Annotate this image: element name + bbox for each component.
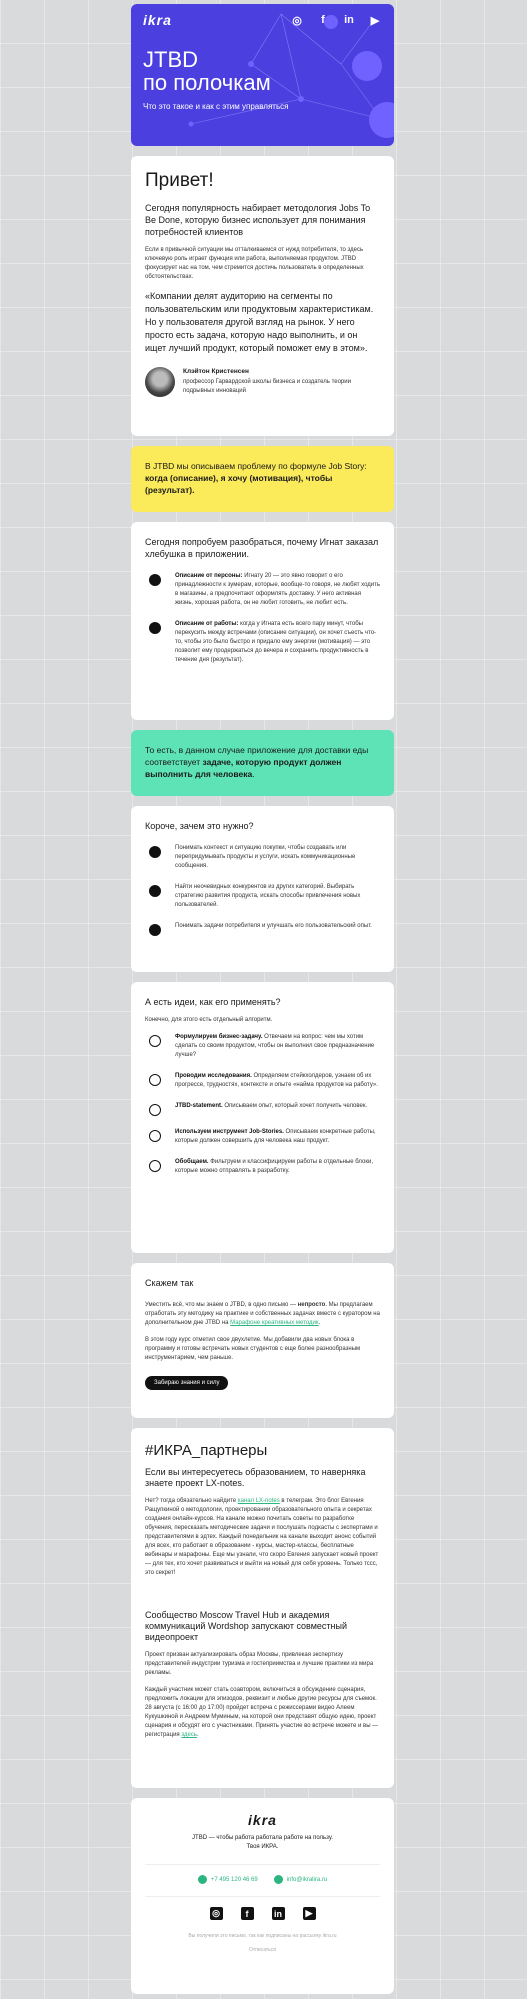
hero-title-line-1: JTBD [143,47,198,72]
partners-p2: Проект призван актуализировать образ Москвы, привлекая экспертизу представителей индустрии туризма и гостеприимства и лучшие практики из мира рекламы. [145,1652,374,1676]
list-item-text [175,620,380,665]
facebook-icon[interactable]: f [321,14,325,26]
intro-quote: «Компании делят аудиторию на сегменты по пользовательским или продуктовым характеристикам. Но у пользователя другой взгляд на рынок. У него просто есть задача, которую надо выполнить, и он ищет лучший продукт, который поможет ему в этом». [145,291,374,353]
circle-icon [149,1035,161,1047]
list-item [145,844,380,871]
summary-text: Уместить всё, что мы знаем о JTBD, в одно письмо — [145,1302,298,1308]
intro-body: Если в привычной ситуации мы отталкиваемся от нужд потребителя, то здесь ключевую роль играет функция или работа, выполняемая продуктом. JTBD фокусирует нас на том, чем стремится достичь пользователь в определенных обстоятельствах. [145,247,364,280]
summary-text: . Мы предлагаем отработать эту методику на практике и собственных задачах вместе с куратором на дополнительном дне JTBD на [145,1302,380,1326]
author-name: Клэйтон Кристенсен [183,368,249,375]
email-column [131,4,394,1999]
summary-text: . [318,1320,321,1326]
list-item-text [175,1128,380,1146]
youtube-icon[interactable]: ▶ [303,1907,316,1920]
example-card [131,522,394,720]
email-contact[interactable] [274,1875,327,1884]
summary-bold: непросто [297,1302,326,1308]
how-card [131,982,394,1253]
list-item-body: Фильтруем и классифицируем работы в отдельные блоки, которые можно отправлять в разработку. [175,1159,373,1174]
list-item-text [175,572,380,608]
unsubscribe-link[interactable]: Отписаться [249,1947,276,1953]
bullet-icon [149,622,161,634]
formula-bold: когда (описание), я хочу (мотивация), чтобы (результат). [145,473,333,495]
list-item-text [175,1072,380,1090]
phone-number: +7 495 120 46 69 [210,1877,258,1884]
partners-p1 [145,1497,380,1578]
list-item-body: когда у Игната есть всего пару минут, чтобы перекусить между встречами (описание ситуации), он хочет съесть что-то, чтобы это было быстро и придало ему энергии (мотивация) — это позволит ему продержаться до вечера и сохранить продуктивность в течение дня (результат). [175,621,377,663]
bullet-icon [149,574,161,586]
header-banner [131,4,394,146]
mail-icon [274,1875,283,1884]
why-card [131,806,394,972]
summary-p1 [145,1301,380,1328]
example-list [145,572,380,665]
registration-link[interactable]: здесь [181,1732,197,1738]
hero-subtitle: Что это такое и как с этим управляться [143,102,289,111]
circle-icon [149,1130,161,1142]
list-item-text: Найти неочевидных конкурентов из других категорий. Выбирать стратегию развития продукта, искать способы привлечения новых пользователей. [175,884,361,908]
footer-card [131,1798,394,1994]
list-item [145,1072,380,1090]
summary-card [131,1263,394,1418]
phone-contact[interactable] [198,1875,258,1884]
list-item-bold: Обобщаем. [175,1159,209,1165]
avatar [145,367,175,397]
list-item-text: Понимать контекст и ситуацию покупки, чтобы создавать или перепридумывать продукты и услуги, искать коммуникационные сообщения. [175,845,356,869]
circle-icon [149,1074,161,1086]
list-item [145,1128,380,1146]
list-item [145,620,380,665]
example-title: Сегодня попробуем разобраться, почему Игнат заказал хлебушка в приложении. [145,537,379,559]
list-item-text [175,1102,367,1111]
lx-notes-link[interactable]: канал LX-notes [237,1498,280,1504]
list-item-bold: Проводим исследования. [175,1073,252,1079]
list-item-bold: Используем инструмент Job-Stories. [175,1129,284,1135]
instagram-icon[interactable]: ◎ [210,1907,223,1920]
list-item [145,572,380,608]
list-item-bold: Описание от персоны: [175,573,243,579]
footer-tagline-2: Твоя ИКРА. [246,1844,279,1850]
why-list [145,844,380,936]
list-item-text: Понимать задачи потребителя и улучшать его пользовательский опыт. [175,923,372,929]
partners-title: #ИКРА_партнеры [145,1442,268,1459]
instagram-icon[interactable]: ◎ [292,14,302,27]
list-item [145,1033,380,1060]
email-address: info@ikralira.ru [286,1877,328,1884]
linkedin-icon[interactable]: in [272,1907,285,1920]
how-title: А есть идеи, как его применять? [145,997,281,1007]
footer-contacts [145,1875,380,1884]
partners-sub: Если вы интересуетесь образованием, то наверняка знаете проект LX-notes. [145,1467,366,1488]
list-item [145,1158,380,1176]
list-item-body: Описываем опыт, который хочет получить человек. [222,1103,368,1109]
list-item-bold: Описание от работы: [175,621,239,627]
logo[interactable]: ikra [143,12,172,28]
formula-text: В JTBD мы описываем проблему по формуле Job Story: [145,461,367,471]
conclusion-text: То есть, в данном случае приложение для доставки еды соответствует [145,745,369,767]
footer-tagline [145,1834,380,1852]
summary-p2: В этом году курс отметил свое двухлетие. Мы добавили два новых блока в программу и готовы встречать новых студентов с еще более разнообразным инструментарием, чем раньше. [145,1337,361,1361]
partners-text: в телеграм. Это блог Евгения Ращупкиной о методологии, проектировании образовательного опыта и секретах создания онлайн-курсов. На канале можно почитать советы по разработке обучения, пересказать методические задачи и послушать подкасты с экспертами и представителями в эдтех. Каждый понедельник на канале выходит анонс событий для всех, кто работает в образовании - курсы, мастер-классы, бесплатные вебинары и марафоны. Еще мы узнали, что скоро Евгения запускает новый проект — для тех, кто хочет развиваться и выйти на новый для себя уровень. Только тссс, это секрет! [145,1498,379,1576]
bullet-icon [149,846,161,858]
list-item-bold: JTBD-statement. [175,1103,223,1109]
partners-text: Каждый участник может стать соавтором, включиться в обсуждение сценария, предложить локации для эпизодов, реквизит и любые другие ресурсы для съемок. 28 августа (с 16:00 до 17:00) пройдет встреча с режиссерами видео Алеем Кукушкиной и Андреем Муминым, на которой они представят общую идею, проект сценария и обсудят его с участниками. Принять участие во встрече можете и вы — регистрация [145,1687,379,1738]
partners-text: Нет? тогда обязательно найдите [145,1498,238,1504]
divider [145,1896,380,1897]
list-item-text [175,1033,380,1060]
circle-icon [149,1104,161,1116]
intro-card [131,156,394,436]
formula-card [131,446,394,512]
hero-title-line-2: по полочкам [143,70,271,95]
list-item-body: Отвечаем на вопрос: чем мы хотим сделать со своим продуктом, чтобы он выполнил свое предназначение лучше? [175,1034,375,1058]
list-item [145,922,380,936]
how-list [145,1033,380,1176]
footer-socials [145,1907,380,1920]
intro-lead: Сегодня популярность набирает методология Jobs To Be Done, которую бизнес использует для понимания потребностей клиентов [145,203,371,237]
footer-logo[interactable]: ikra [248,1812,277,1828]
quote-author [145,367,380,397]
divider [145,1864,380,1865]
list-item-bold: Формулируем бизнес-задачу. [175,1034,263,1040]
partners-text: . [196,1732,199,1738]
conclusion-card [131,730,394,796]
footer-tagline-1: JTBD — чтобы работа работала работе на пользу. [192,1835,333,1841]
list-item [145,883,380,910]
cta-button[interactable]: Забираю знания и силу [145,1376,228,1390]
bullet-icon [149,885,161,897]
phone-icon [198,1875,207,1884]
header-socials [290,13,382,27]
list-item [145,1102,380,1116]
why-title: Короче, зачем это нужно? [145,821,254,831]
list-item-text [175,1158,380,1176]
linkedin-icon[interactable]: in [344,14,354,26]
partners-p3 [145,1686,380,1740]
partners-sub2: Сообщество Moscow Travel Hub и академия коммуникаций Wordshop запускают совместный видеопроект [145,1610,348,1642]
how-intro: Конечно, для этого есть отдельный алгоритм. [145,1017,273,1023]
bullet-icon [149,924,161,936]
partners-card [131,1428,394,1788]
author-role: профессор Гарвардской школы бизнеса и создатель теории подрывных инноваций [183,379,351,394]
youtube-icon[interactable]: ▶ [370,14,380,27]
list-item-body: Описываем конкретные работы, которые должен совершить для человека наш продукт. [175,1129,376,1144]
conclusion-bold: задаче, которую продукт должен выполнить для человека [145,757,342,779]
legal-text: Вы получили это письмо, так как подписаны на рассылку ikra.ru [188,1933,337,1939]
facebook-icon[interactable]: f [241,1907,254,1920]
hero-title [143,48,382,94]
summary-title: Скажем так [145,1278,194,1288]
greeting: Привет! [145,170,214,191]
list-item-body: Игнату 20 — это явно говорит о его принадлежности к зумерам, которые, вообще-то говоря, не любят ходить в магазины, а предпочитают оформлять доставку. У него активная жизнь, хорошая работа, он не любит готовить, не любит есть. [175,573,381,606]
list-item-body: Определяем стейкхолдеров, узнаем об их прогрессе, трудностях, контексте и опыте «найма продуктов на работу». [175,1073,378,1088]
marathon-link[interactable]: Марафоне креативных методик [230,1320,319,1326]
conclusion-end: . [252,769,255,779]
circle-icon [149,1160,161,1172]
